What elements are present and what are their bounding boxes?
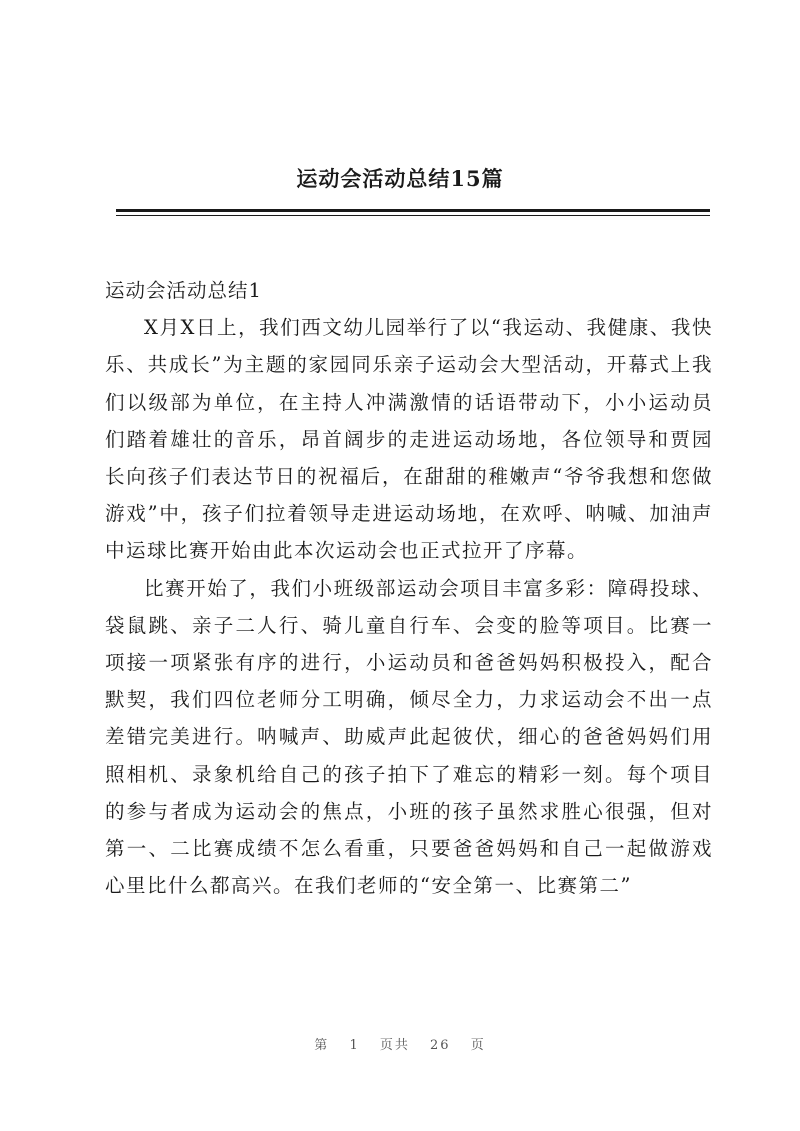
paragraph-1: X月X日上，我们西文幼儿园举行了以“我运动、我健康、我快乐、共成长”为主题的家园同乐亲子运动会大型活动，开幕式上我们以级部为单位，在主持人冲满激情的话语带动下，小小运动员们踏着雄壮的音乐，昂首阔步的走进运动场地，各位领导和贾园长向孩子们表达节日的祝福后，在甜甜的稚嫩声“爷爷我想和您做游戏”中，孩子们拉着领导走进运动场地，在欢呼、呐喊、加油声中运球比赛开始由此本次运动会也正式拉开了序幕。 [105, 316, 713, 563]
document-body [105, 272, 713, 904]
footer-suffix: 页 [470, 1038, 486, 1053]
section-heading: 运动会活动总结1 [105, 279, 262, 302]
paragraph-2: 比赛开始了，我们小班级部运动会项目丰富多彩：障碍投球、袋鼠跳、亲子二人行、骑儿童自行车、会变的脸等项目。比赛一项接一项紧张有序的进行，小运动员和爸爸妈妈积极投入，配合默契，我们四位老师分工明确，倾尽全力，力求运动会不出一点差错完美进行。呐喊声、助威声此起彼伏，细心的爸爸妈妈们用照相机、录象机给自己的孩子拍下了难忘的精彩一刻。每个项目的参与者成为运动会的焦点，小班的孩子虽然求胜心很强，但对第一、二比赛成绩不怎么看重，只要爸爸妈妈和自己一起做游戏心里比什么都高兴。在我们老师的“安全第一、比赛第二” [105, 576, 713, 898]
page-footer [0, 1034, 800, 1053]
title-rule-thick [116, 209, 710, 212]
footer-prefix: 第 [314, 1038, 330, 1053]
footer-current-page: 1 [349, 1038, 360, 1053]
footer-middle: 页共 [379, 1038, 410, 1053]
document-title: 运动会活动总结15篇 [296, 166, 504, 191]
footer-total-pages: 26 [430, 1038, 451, 1053]
title-rule-thin [116, 215, 710, 216]
